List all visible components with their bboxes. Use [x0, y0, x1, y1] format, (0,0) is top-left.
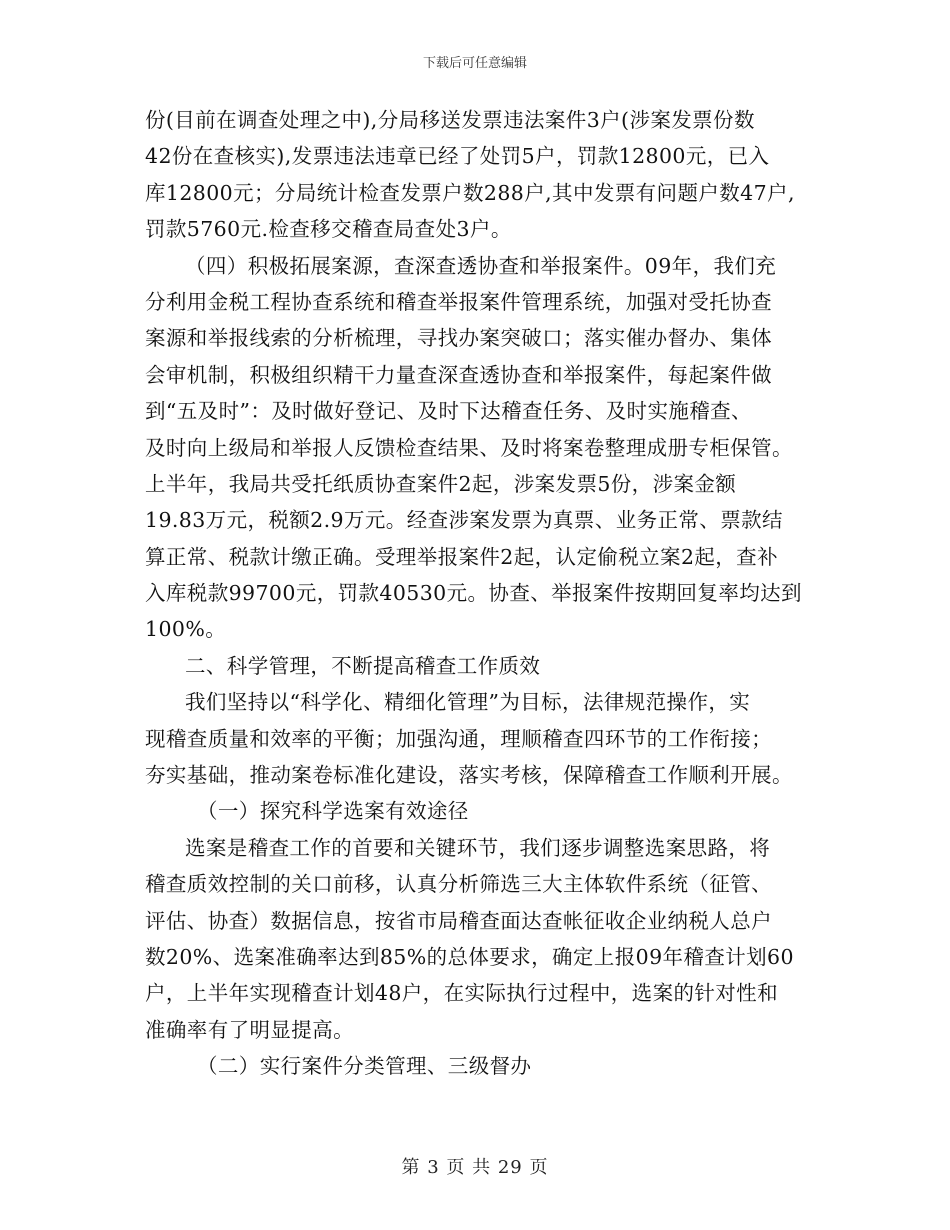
- body-line: 评估、协查）数据信息，按省市局稽查面达查帐征收企业纳税人总户: [145, 908, 772, 933]
- body-line: 会审机制，积极组织精干力量查深查透协查和举报案件，每起案件做: [145, 362, 772, 387]
- body-line: 100%。: [145, 617, 227, 642]
- section-heading: 二、科学管理，不断提高稽查工作质效: [185, 653, 541, 678]
- body-line: 算正常、税款计缴正确。受理举报案件2起，认定偷税立案2起，查补: [145, 544, 778, 569]
- body-line: 42份在查核实),发票违法违章已经了处罚5户，罚款12800元，已入: [145, 144, 770, 169]
- subsection-heading: （一）探究科学选案有效途径: [197, 799, 469, 824]
- body-line: 罚款5760元.检查移交稽查局查处3户。: [145, 217, 512, 242]
- body-line: 份(目前在调查处理之中),分局移送发票违法案件3户(涉案发票份数: [145, 108, 755, 132]
- body-line: 19.83万元，税额2.9万元。经查涉案发票为真票、业务正常、票款结: [145, 508, 783, 533]
- body-line: 现稽查质量和效率的平衡；加强沟通，理顺稽查四环节的工作衔接；: [145, 726, 772, 751]
- body-line: 户，上半年实现稽查计划48户，在实际执行过程中，选案的针对性和: [145, 981, 778, 1006]
- paragraph-start: 选案是稽查工作的首要和关键环节，我们逐步调整选案思路，将: [185, 835, 771, 860]
- body-line: 上半年，我局共受托纸质协查案件2起，涉案发票5份，涉案金额: [145, 471, 737, 496]
- document-body: [145, 102, 810, 1085]
- body-line: 准确率有了明显提高。: [145, 1017, 354, 1042]
- page-header: 下载后可任意编辑: [422, 56, 527, 71]
- body-line: 到“五及时”：及时做好登记、及时下达稽查任务、及时实施稽查、: [145, 399, 752, 424]
- page-number: 第 3 页 共 29 页: [401, 1157, 549, 1178]
- subsection-heading: （二）实行案件分类管理、三级督办: [197, 1054, 532, 1079]
- body-line: 稽查质效控制的关口前移，认真分析筛选三大主体软件系统（征管、: [145, 872, 772, 897]
- body-line: 及时向上级局和举报人反馈检查结果、及时将案卷整理成册专柜保管。: [145, 435, 793, 460]
- body-line: 库12800元；分局统计检查发票户数288户,其中发票有问题户数47户,: [145, 180, 795, 205]
- body-line: 数20%、选案准确率达到85%的总体要求，确定上报09年稽查计划60: [145, 944, 794, 969]
- body-line: 夯实基础，推动案卷标准化建设，落实考核，保障稽查工作顺利开展。: [145, 763, 793, 788]
- body-line: 案源和举报线索的分析梳理，寻找办案突破口；落实催办督办、集体: [145, 326, 772, 351]
- body-line: 入库税款99700元，罚款40530元。协查、举报案件按期回复率均达到: [145, 581, 802, 606]
- section-heading: （四）积极拓展案源，查深查透协查和举报案件。09年，我们充: [185, 253, 777, 278]
- paragraph-start: 我们坚持以“科学化、精细化管理”为目标，法律规范操作，实: [185, 690, 751, 715]
- body-line: 分利用金税工程协查系统和稽查举报案件管理系统，加强对受托协查: [145, 289, 772, 314]
